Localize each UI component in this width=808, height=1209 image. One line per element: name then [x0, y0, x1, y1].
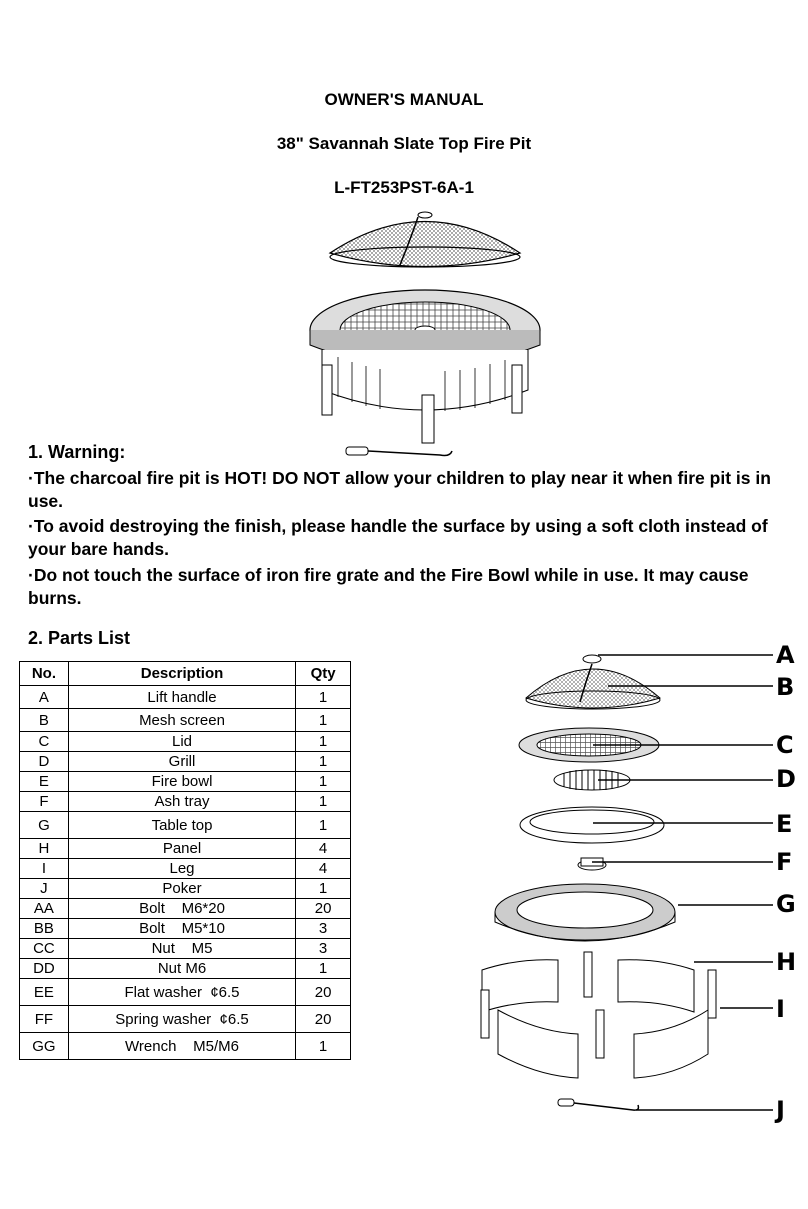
table-row: [20, 772, 351, 792]
exploded-parts-diagram: [468, 640, 798, 1130]
manual-title: OWNER'S MANUAL: [324, 90, 484, 109]
part-no: CC: [20, 939, 69, 959]
part-qty: 1: [296, 752, 351, 772]
part-no: EE: [20, 979, 69, 1006]
part-no: GG: [20, 1033, 69, 1060]
part-description: Lift handle: [68, 686, 295, 709]
table-row: [20, 859, 351, 879]
table-row: [20, 959, 351, 979]
callout-label: J: [776, 1096, 785, 1124]
table-row: [20, 979, 351, 1006]
part-description: Nut M5: [68, 939, 295, 959]
part-qty: 3: [296, 919, 351, 939]
table-header-row: [20, 662, 351, 686]
part-qty: 1: [296, 1033, 351, 1060]
part-no: J: [20, 879, 69, 899]
callout-label: E: [776, 810, 793, 838]
table-row: [20, 686, 351, 709]
part-qty: 1: [296, 686, 351, 709]
warning-item: ·Do not touch the surface of iron fire grate and the Fire Bowl while in use. It may cause burns.: [28, 565, 749, 608]
part-no: A: [20, 686, 69, 709]
callout-label: C: [776, 731, 794, 759]
part-qty: 4: [296, 859, 351, 879]
part-qty: 1: [296, 879, 351, 899]
part-qty: 1: [296, 959, 351, 979]
callout-label: F: [776, 848, 793, 876]
part-qty: 1: [296, 772, 351, 792]
part-no: AA: [20, 899, 69, 919]
callout-label: B: [776, 673, 795, 701]
table-row: [20, 812, 351, 839]
part-no: E: [20, 772, 69, 792]
part-no: B: [20, 709, 69, 732]
part-description: Ash tray: [68, 792, 295, 812]
part-qty: 1: [296, 732, 351, 752]
part-qty: 1: [296, 709, 351, 732]
table-row: [20, 899, 351, 919]
table-row: [20, 839, 351, 859]
table-row: [20, 939, 351, 959]
table-row: [20, 752, 351, 772]
part-description: Leg: [68, 859, 295, 879]
part-qty: 3: [296, 939, 351, 959]
part-no: C: [20, 732, 69, 752]
part-description: Poker: [68, 879, 295, 899]
part-qty: 1: [296, 792, 351, 812]
part-description: Fire bowl: [68, 772, 295, 792]
part-qty: 1: [296, 812, 351, 839]
table-row: [20, 732, 351, 752]
part-description: Grill: [68, 752, 295, 772]
table-row: [20, 792, 351, 812]
part-description: Table top: [68, 812, 295, 839]
warning-heading: 1. Warning:: [28, 442, 126, 462]
part-g-table-top: [495, 884, 675, 941]
callout-label: H: [776, 948, 797, 976]
part-description: Nut M6: [68, 959, 295, 979]
part-description: Mesh screen: [68, 709, 295, 732]
callout-label: G: [776, 890, 796, 918]
warning-item: ·To avoid destroying the finish, please handle the surface by using a soft cloth instead of your bare hands.: [28, 516, 768, 559]
part-description: Lid: [68, 732, 295, 752]
part-a-lift-handle: [583, 655, 601, 663]
part-description: Bolt M6*20: [68, 899, 295, 919]
column-header: Description: [68, 662, 295, 686]
parts-table: [19, 661, 351, 1060]
part-no: F: [20, 792, 69, 812]
table-row: [20, 709, 351, 732]
part-no: DD: [20, 959, 69, 979]
part-h-panels: [482, 960, 708, 1078]
assembled-fire-pit-illustration: [300, 205, 550, 467]
parts-list-heading: 2. Parts List: [28, 628, 131, 648]
part-description: Spring washer ¢6.5: [68, 1006, 295, 1033]
table-row: [20, 1006, 351, 1033]
table-row: [20, 879, 351, 899]
part-description: Flat washer ¢6.5: [68, 979, 295, 1006]
part-qty: 20: [296, 979, 351, 1006]
part-e-fire-bowl: [520, 807, 664, 843]
callout-label: D: [776, 765, 796, 793]
part-no: BB: [20, 919, 69, 939]
part-no: H: [20, 839, 69, 859]
part-description: Wrench M5/M6: [68, 1033, 295, 1060]
column-header: No.: [20, 662, 69, 686]
table-row: [20, 1033, 351, 1060]
part-description: Panel: [68, 839, 295, 859]
part-description: Bolt M5*10: [68, 919, 295, 939]
product-name: 38" Savannah Slate Top Fire Pit: [276, 134, 532, 153]
part-no: D: [20, 752, 69, 772]
column-header: Qty: [296, 662, 351, 686]
part-j-poker: [558, 1099, 638, 1110]
part-f-ash-tray: [578, 858, 606, 870]
warning-item: ·The charcoal fire pit is HOT! DO NOT allow your children to play near it when fire pit is in use.: [28, 468, 771, 511]
callout-label: I: [776, 995, 785, 1023]
model-number: L-FT253PST-6A-1: [334, 178, 474, 197]
part-no: I: [20, 859, 69, 879]
part-qty: 20: [296, 1006, 351, 1033]
part-no: G: [20, 812, 69, 839]
part-qty: 4: [296, 839, 351, 859]
part-no: FF: [20, 1006, 69, 1033]
callout-label: A: [776, 641, 795, 669]
table-row: [20, 919, 351, 939]
part-qty: 20: [296, 899, 351, 919]
